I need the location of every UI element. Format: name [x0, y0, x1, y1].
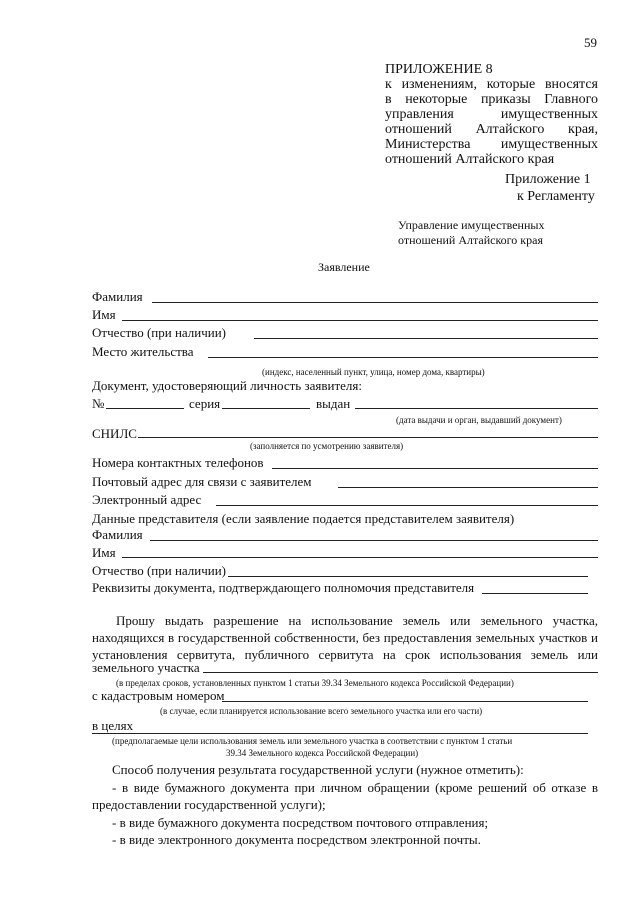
rep-name-label: Имя — [92, 545, 116, 560]
page-number: 59 — [584, 35, 597, 50]
result-option-paper-in-person: - в виде бумажного документа при личном обращении (кроме решений об отказе в — [112, 780, 598, 795]
rep-surname-label: Фамилия — [92, 527, 143, 542]
patronymic-label: Отчество (при наличии) — [92, 325, 227, 340]
annex-line-1: Приложение 1 — [505, 172, 591, 187]
number-field[interactable] — [106, 408, 184, 409]
form-title: Заявление — [318, 260, 370, 274]
surname-field[interactable] — [152, 302, 598, 303]
issued-hint: (дата выдачи и орган, выдавший документ) — [396, 415, 562, 425]
result-header: Способ получения результата государственной услуги (нужное отметить): — [112, 762, 524, 777]
representative-header: Данные представителя (если заявление подается представителем заявителя) — [92, 511, 515, 526]
residence-label: Место жительства — [92, 344, 194, 359]
request-paragraph — [92, 612, 598, 663]
email-field[interactable] — [216, 505, 598, 506]
term-hint: (в пределах сроков, установленных пунктом 1 статьи 39.34 Земельного кодекса Российской Федерации) — [116, 678, 514, 688]
result-option-post: - в виде бумажного документа посредством почтового отправления; — [112, 815, 489, 830]
purposes-hint-1: (предполагаемые цели использования земель или земельного участка в соответствии с пунктом 1 статьи — [112, 736, 513, 746]
residence-hint: (индекс, населенный пункт, улица, номер дома, квартиры) — [262, 367, 485, 377]
appendix-line: Министерства имущественных — [385, 137, 598, 152]
cadastral-hint: (в случае, если планируется использование всего земельного участка или его части) — [160, 706, 483, 716]
appendix-line: отношений Алтайского края, — [385, 122, 598, 137]
appendix-line: управления имущественных — [385, 107, 598, 122]
id-document-label: Документ, удостоверяющий личность заявителя: — [92, 378, 362, 393]
cadastral-label: с кадастровым номером — [92, 688, 225, 703]
purposes-label: в целях — [92, 718, 134, 733]
number-label: № — [92, 396, 105, 411]
rep-patronymic-field[interactable] — [228, 576, 588, 577]
appendix-line: отношений Алтайского края — [385, 152, 555, 167]
name-field[interactable] — [122, 320, 598, 321]
appendix-line: в некоторые приказы Главного — [385, 92, 598, 107]
issued-field[interactable] — [355, 408, 598, 409]
patronymic-field[interactable] — [254, 338, 598, 339]
request-line: установления сервитута, публичного сервитута на срок использования земель или — [92, 647, 598, 662]
appendix-title: ПРИЛОЖЕНИЕ 8 — [385, 62, 493, 77]
addressee-line-1: Управление имущественных — [398, 218, 545, 232]
rep-name-field[interactable] — [122, 557, 598, 558]
postal-label: Почтовый адрес для связи с заявителем — [92, 474, 312, 489]
cadastral-field[interactable] — [222, 701, 588, 702]
addressee-line-2: отношений Алтайского края — [398, 233, 543, 247]
series-field[interactable] — [222, 408, 310, 409]
email-label: Электронный адрес — [92, 492, 202, 507]
purposes-hint-2: 39.34 Земельного кодекса Российской Федерации) — [226, 748, 419, 758]
appendix-line: к изменениям, которые вносятся — [385, 77, 598, 92]
result-option-email: - в виде электронного документа посредством электронной почты. — [112, 832, 481, 847]
request-line: находящихся в государственной собственности, без предоставления земельных участков и — [92, 630, 598, 645]
surname-label: Фамилия — [92, 289, 143, 304]
postal-field[interactable] — [338, 487, 598, 488]
rep-document-label: Реквизиты документа, подтверждающего полномочия представителя — [92, 580, 475, 595]
result-option-paper-in-person-cont: предоставлении государственной услуги); — [92, 797, 326, 812]
name-label: Имя — [92, 307, 116, 322]
purposes-field[interactable] — [92, 733, 588, 734]
snils-field[interactable] — [138, 437, 598, 438]
term-field[interactable] — [203, 672, 598, 673]
series-label: серия — [189, 396, 221, 411]
request-line: Прошу выдать разрешение на использование земель или земельного участка, — [116, 613, 598, 628]
snils-hint: (заполняется по усмотрению заявителя) — [250, 441, 404, 451]
request-last-line: земельного участка — [92, 660, 200, 675]
rep-surname-field[interactable] — [150, 540, 598, 541]
phones-label: Номера контактных телефонов — [92, 455, 264, 470]
issued-label: выдан — [316, 396, 351, 411]
appendix-block — [385, 62, 598, 167]
snils-label: СНИЛС — [92, 426, 137, 441]
rep-document-field[interactable] — [482, 593, 588, 594]
phones-field[interactable] — [272, 468, 598, 469]
rep-patronymic-label: Отчество (при наличии) — [92, 563, 227, 578]
residence-field[interactable] — [208, 357, 598, 358]
annex-line-2: к Регламенту — [517, 189, 595, 204]
